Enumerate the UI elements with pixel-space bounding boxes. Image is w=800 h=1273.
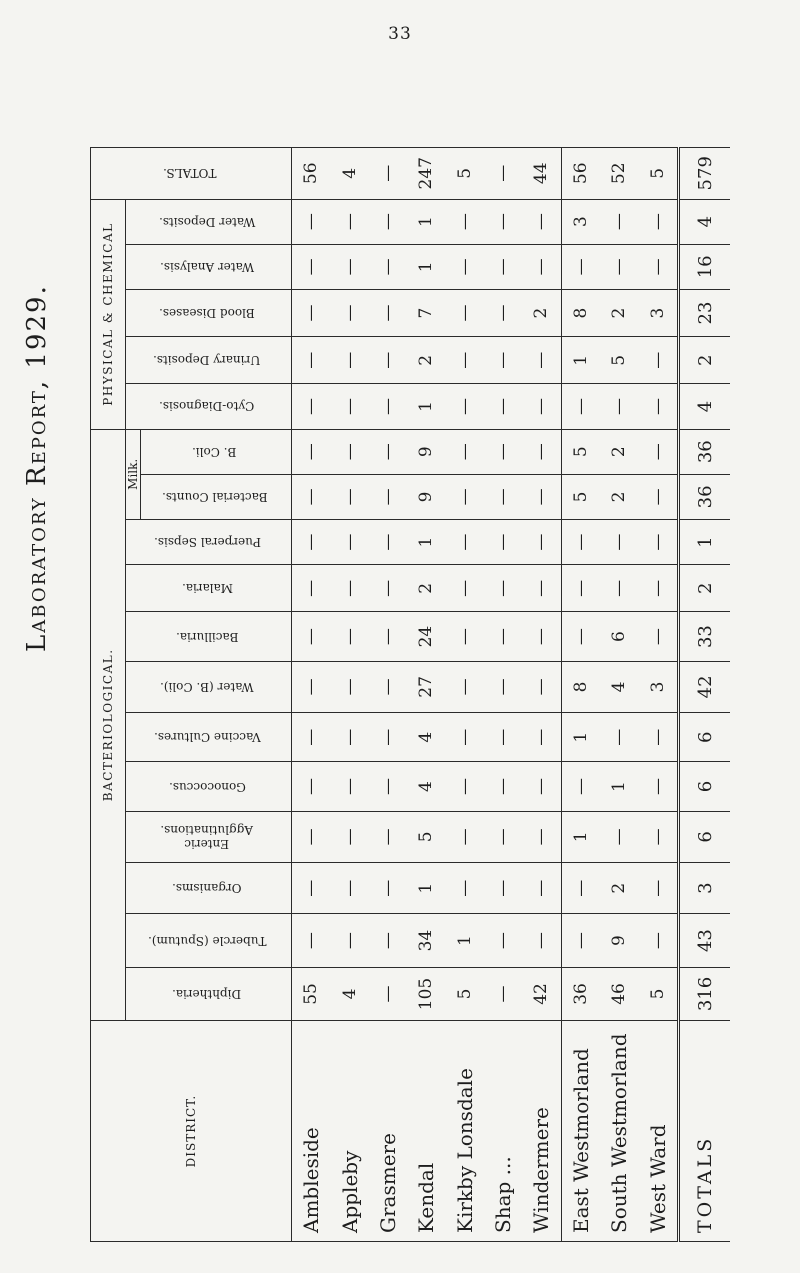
cell-bact-counts: —	[369, 474, 407, 519]
cell-water-deposits: —	[522, 199, 561, 244]
cell-water: —	[369, 661, 407, 712]
cell-cyto: —	[330, 384, 368, 429]
lab-report-table-container	[90, 147, 730, 1242]
cell-vaccine: —	[445, 713, 483, 762]
cell-gonococcus: —	[369, 762, 407, 811]
column-header-water-deposits: Water Deposits.	[126, 199, 292, 244]
cell-water: 27	[407, 661, 445, 712]
cell-cyto: —	[638, 384, 678, 429]
district-name: Appleby	[330, 1021, 368, 1242]
cell-vaccine: —	[600, 713, 638, 762]
cell-water: 4	[600, 661, 638, 712]
total-bacilluria: 33	[679, 612, 730, 661]
cell-water-deposits: —	[638, 199, 678, 244]
cell-malaria: —	[638, 565, 678, 612]
running-header: Laboratory Report, 1929.	[22, 284, 52, 652]
cell-puerperal: —	[484, 520, 522, 565]
table-row	[600, 148, 638, 1242]
cell-enteric: —	[484, 811, 522, 862]
cell-water-deposits: 1	[407, 199, 445, 244]
cell-bacilluria: —	[522, 612, 561, 661]
cell-blood: 3	[638, 289, 678, 336]
cell-cyto: —	[522, 384, 561, 429]
column-header-malaria: Malaria.	[126, 565, 292, 612]
cell-urinary: —	[484, 337, 522, 384]
cell-enteric: —	[369, 811, 407, 862]
cell-bact-counts: —	[638, 474, 678, 519]
cell-vaccine: —	[522, 713, 561, 762]
cell-diphtheria: 36	[561, 967, 600, 1020]
district-name: Grasmere	[369, 1021, 407, 1242]
cell-bacilluria: —	[292, 612, 331, 661]
cell-bacilluria: —	[330, 612, 368, 661]
cell-gonococcus: —	[484, 762, 522, 811]
cell-urinary: —	[330, 337, 368, 384]
total-tubercle: 43	[679, 914, 730, 967]
cell-enteric: —	[330, 811, 368, 862]
cell-bact-counts: —	[484, 474, 522, 519]
totals-label: TOTALS	[679, 1021, 730, 1242]
total-vaccine: 6	[679, 713, 730, 762]
cell-enteric: 1	[561, 811, 600, 862]
cell-water-deposits: —	[600, 199, 638, 244]
column-header-bacilluria: Bacilluria.	[126, 612, 292, 661]
cell-cyto: —	[561, 384, 600, 429]
district-name: Shap ...	[484, 1021, 522, 1242]
cell-cyto: —	[600, 384, 638, 429]
cell-organisms: —	[484, 863, 522, 914]
district-name: Ambleside	[292, 1021, 331, 1242]
cell-organisms: —	[445, 863, 483, 914]
cell-bact-counts: —	[522, 474, 561, 519]
table-row	[369, 148, 407, 1242]
cell-organisms: —	[522, 863, 561, 914]
cell-tubercle: —	[369, 914, 407, 967]
cell-urinary: —	[638, 337, 678, 384]
cell-tubercle: 1	[445, 914, 483, 967]
cell-bcoli: —	[522, 429, 561, 474]
district-name: West Ward	[638, 1021, 678, 1242]
cell-blood: 8	[561, 289, 600, 336]
cell-vaccine: —	[369, 713, 407, 762]
cell-organisms: 2	[600, 863, 638, 914]
cell-organisms: —	[330, 863, 368, 914]
cell-blood: 2	[600, 289, 638, 336]
column-header-vaccine: Vaccine Cultures.	[126, 713, 292, 762]
cell-water: 3	[638, 661, 678, 712]
cell-totals: 247	[407, 148, 445, 200]
table-row	[445, 148, 483, 1242]
column-header-puerperal: Puerperal Sepsis.	[126, 520, 292, 565]
cell-enteric: —	[638, 811, 678, 862]
cell-bact-counts: —	[445, 474, 483, 519]
totals-row	[679, 148, 730, 1242]
total-diphtheria: 316	[679, 967, 730, 1020]
cell-organisms: 1	[407, 863, 445, 914]
cell-bacilluria: —	[561, 612, 600, 661]
cell-puerperal: —	[330, 520, 368, 565]
bacteriological-group-header: BACTERIOLOGICAL.	[91, 429, 126, 1021]
cell-tubercle: —	[330, 914, 368, 967]
cell-bcoli: —	[369, 429, 407, 474]
cell-totals: 56	[561, 148, 600, 200]
cell-bacilluria: 24	[407, 612, 445, 661]
column-header-gonococcus: Gonococcus.	[126, 762, 292, 811]
cell-water-deposits: —	[369, 199, 407, 244]
cell-diphtheria: —	[369, 967, 407, 1020]
cell-urinary: 5	[600, 337, 638, 384]
cell-bact-counts: 5	[561, 474, 600, 519]
column-header-tubercle: Tubercle (Sputum).	[126, 914, 292, 967]
cell-water: —	[292, 661, 331, 712]
district-name: East Westmorland	[561, 1021, 600, 1242]
column-header-diphtheria: Diphtheria.	[126, 967, 292, 1020]
cell-gonococcus: —	[638, 762, 678, 811]
cell-bact-counts: —	[330, 474, 368, 519]
total-malaria: 2	[679, 565, 730, 612]
cell-cyto: —	[484, 384, 522, 429]
table-row	[292, 148, 331, 1242]
cell-diphtheria: 5	[445, 967, 483, 1020]
total-puerperal: 1	[679, 520, 730, 565]
cell-malaria: —	[292, 565, 331, 612]
column-header-bact-counts: Bacterial Counts.	[141, 474, 292, 519]
cell-malaria: —	[445, 565, 483, 612]
cell-water-analysis: —	[600, 244, 638, 289]
cell-bcoli: 2	[600, 429, 638, 474]
cell-water-deposits: —	[445, 199, 483, 244]
cell-water-deposits: —	[330, 199, 368, 244]
cell-water: —	[484, 661, 522, 712]
cell-water: 8	[561, 661, 600, 712]
cell-totals: —	[484, 148, 522, 200]
cell-cyto: —	[445, 384, 483, 429]
cell-bcoli: —	[638, 429, 678, 474]
cell-bcoli: —	[445, 429, 483, 474]
cell-malaria: —	[369, 565, 407, 612]
cell-puerperal: —	[600, 520, 638, 565]
cell-tubercle: —	[522, 914, 561, 967]
cell-malaria: —	[600, 565, 638, 612]
cell-vaccine: —	[638, 713, 678, 762]
cell-blood: 7	[407, 289, 445, 336]
physical-chemical-group-header: PHYSICAL & CHEMICAL	[91, 199, 126, 429]
cell-diphtheria: 46	[600, 967, 638, 1020]
cell-gonococcus: —	[445, 762, 483, 811]
lab-report-table	[90, 147, 730, 1242]
milk-group-header: Milk.	[126, 429, 141, 519]
total-enteric: 6	[679, 811, 730, 862]
cell-malaria: —	[561, 565, 600, 612]
column-header-enteric: Enteric Agglutinations.	[126, 811, 292, 862]
cell-vaccine: 1	[561, 713, 600, 762]
table-row	[407, 148, 445, 1242]
district-name: Windermere	[522, 1021, 561, 1242]
cell-blood: —	[292, 289, 331, 336]
column-header-organisms: Organisms.	[126, 863, 292, 914]
cell-urinary: —	[445, 337, 483, 384]
cell-enteric: —	[600, 811, 638, 862]
cell-water: —	[522, 661, 561, 712]
cell-puerperal: —	[445, 520, 483, 565]
total-organisms: 3	[679, 863, 730, 914]
cell-malaria: —	[522, 565, 561, 612]
total-blood: 23	[679, 289, 730, 336]
table-row	[522, 148, 561, 1242]
cell-blood: —	[445, 289, 483, 336]
cell-bcoli: —	[330, 429, 368, 474]
cell-bact-counts: 9	[407, 474, 445, 519]
cell-blood: —	[484, 289, 522, 336]
cell-totals: —	[369, 148, 407, 200]
cell-water-analysis: 1	[407, 244, 445, 289]
total-gonococcus: 6	[679, 762, 730, 811]
district-name: Kendal	[407, 1021, 445, 1242]
district-name: Kirkby Lonsdale	[445, 1021, 483, 1242]
cell-blood: 2	[522, 289, 561, 336]
cell-malaria: —	[484, 565, 522, 612]
cell-organisms: —	[638, 863, 678, 914]
cell-gonococcus: —	[561, 762, 600, 811]
cell-diphtheria: —	[484, 967, 522, 1020]
total-water-deposits: 4	[679, 199, 730, 244]
cell-gonococcus: 4	[407, 762, 445, 811]
cell-organisms: —	[561, 863, 600, 914]
cell-diphtheria: 42	[522, 967, 561, 1020]
cell-tubercle: —	[561, 914, 600, 967]
cell-gonococcus: 1	[600, 762, 638, 811]
cell-totals: 56	[292, 148, 331, 200]
cell-blood: —	[330, 289, 368, 336]
column-header-water-analysis: Water Analysis.	[126, 244, 292, 289]
cell-urinary: 1	[561, 337, 600, 384]
cell-tubercle: —	[484, 914, 522, 967]
cell-vaccine: 4	[407, 713, 445, 762]
cell-vaccine: —	[330, 713, 368, 762]
cell-enteric: —	[522, 811, 561, 862]
total-bcoli: 36	[679, 429, 730, 474]
total-water-analysis: 16	[679, 244, 730, 289]
cell-water-analysis: —	[445, 244, 483, 289]
cell-enteric: —	[292, 811, 331, 862]
cell-totals: 52	[600, 148, 638, 200]
cell-diphtheria: 5	[638, 967, 678, 1020]
table-body	[292, 148, 731, 1242]
cell-puerperal: —	[522, 520, 561, 565]
total-bact-counts: 36	[679, 474, 730, 519]
cell-urinary: —	[522, 337, 561, 384]
cell-bcoli: 9	[407, 429, 445, 474]
cell-totals: 5	[638, 148, 678, 200]
cell-cyto: —	[292, 384, 331, 429]
cell-bact-counts: 2	[600, 474, 638, 519]
table-row	[484, 148, 522, 1242]
cell-puerperal: —	[638, 520, 678, 565]
cell-water-analysis: —	[638, 244, 678, 289]
cell-bacilluria: 6	[600, 612, 638, 661]
district-header: DISTRICT.	[91, 1021, 292, 1242]
cell-water-deposits: —	[292, 199, 331, 244]
cell-puerperal: 1	[407, 520, 445, 565]
column-header-water: Water (B. Coli).	[126, 661, 292, 712]
cell-organisms: —	[292, 863, 331, 914]
cell-water-deposits: 3	[561, 199, 600, 244]
cell-urinary: —	[292, 337, 331, 384]
cell-water: —	[445, 661, 483, 712]
cell-water-analysis: —	[292, 244, 331, 289]
column-header-cyto: Cyto-Diagnosis.	[126, 384, 292, 429]
page-number: 33	[388, 24, 412, 44]
cell-tubercle: —	[292, 914, 331, 967]
table-row	[330, 148, 368, 1242]
cell-bcoli: 5	[561, 429, 600, 474]
total-water: 42	[679, 661, 730, 712]
cell-bacilluria: —	[445, 612, 483, 661]
cell-water-analysis: —	[330, 244, 368, 289]
cell-tubercle: 34	[407, 914, 445, 967]
cell-totals: 4	[330, 148, 368, 200]
cell-water-analysis: —	[522, 244, 561, 289]
cell-malaria: 2	[407, 565, 445, 612]
table-row	[638, 148, 678, 1242]
cell-diphtheria: 105	[407, 967, 445, 1020]
cell-bcoli: —	[292, 429, 331, 474]
cell-water: —	[330, 661, 368, 712]
cell-water-deposits: —	[484, 199, 522, 244]
cell-cyto: 1	[407, 384, 445, 429]
cell-urinary: —	[369, 337, 407, 384]
cell-bacilluria: —	[638, 612, 678, 661]
cell-bacilluria: —	[369, 612, 407, 661]
cell-vaccine: —	[484, 713, 522, 762]
cell-malaria: —	[330, 565, 368, 612]
cell-gonococcus: —	[292, 762, 331, 811]
column-header-urinary: Urinary Deposits.	[126, 337, 292, 384]
cell-urinary: 2	[407, 337, 445, 384]
cell-bcoli: —	[484, 429, 522, 474]
cell-totals: 44	[522, 148, 561, 200]
cell-vaccine: —	[292, 713, 331, 762]
cell-organisms: —	[369, 863, 407, 914]
cell-puerperal: —	[369, 520, 407, 565]
district-name: South Westmorland	[600, 1021, 638, 1242]
column-header-totals: TOTALS.	[91, 148, 292, 200]
cell-gonococcus: —	[330, 762, 368, 811]
table-row	[561, 148, 600, 1242]
grand-total: 579	[679, 148, 730, 200]
cell-blood: —	[369, 289, 407, 336]
cell-diphtheria: 4	[330, 967, 368, 1020]
cell-tubercle: 9	[600, 914, 638, 967]
total-urinary: 2	[679, 337, 730, 384]
cell-water-analysis: —	[484, 244, 522, 289]
cell-bacilluria: —	[484, 612, 522, 661]
cell-water-analysis: —	[369, 244, 407, 289]
cell-cyto: —	[369, 384, 407, 429]
cell-puerperal: —	[292, 520, 331, 565]
cell-enteric: 5	[407, 811, 445, 862]
cell-diphtheria: 55	[292, 967, 331, 1020]
cell-enteric: —	[445, 811, 483, 862]
cell-water-analysis: —	[561, 244, 600, 289]
cell-puerperal: —	[561, 520, 600, 565]
column-header-blood: Blood Diseases.	[126, 289, 292, 336]
column-header-bcoli: B. Coli.	[141, 429, 292, 474]
total-cyto: 4	[679, 384, 730, 429]
cell-totals: 5	[445, 148, 483, 200]
cell-bact-counts: —	[292, 474, 331, 519]
cell-tubercle: —	[638, 914, 678, 967]
cell-gonococcus: —	[522, 762, 561, 811]
